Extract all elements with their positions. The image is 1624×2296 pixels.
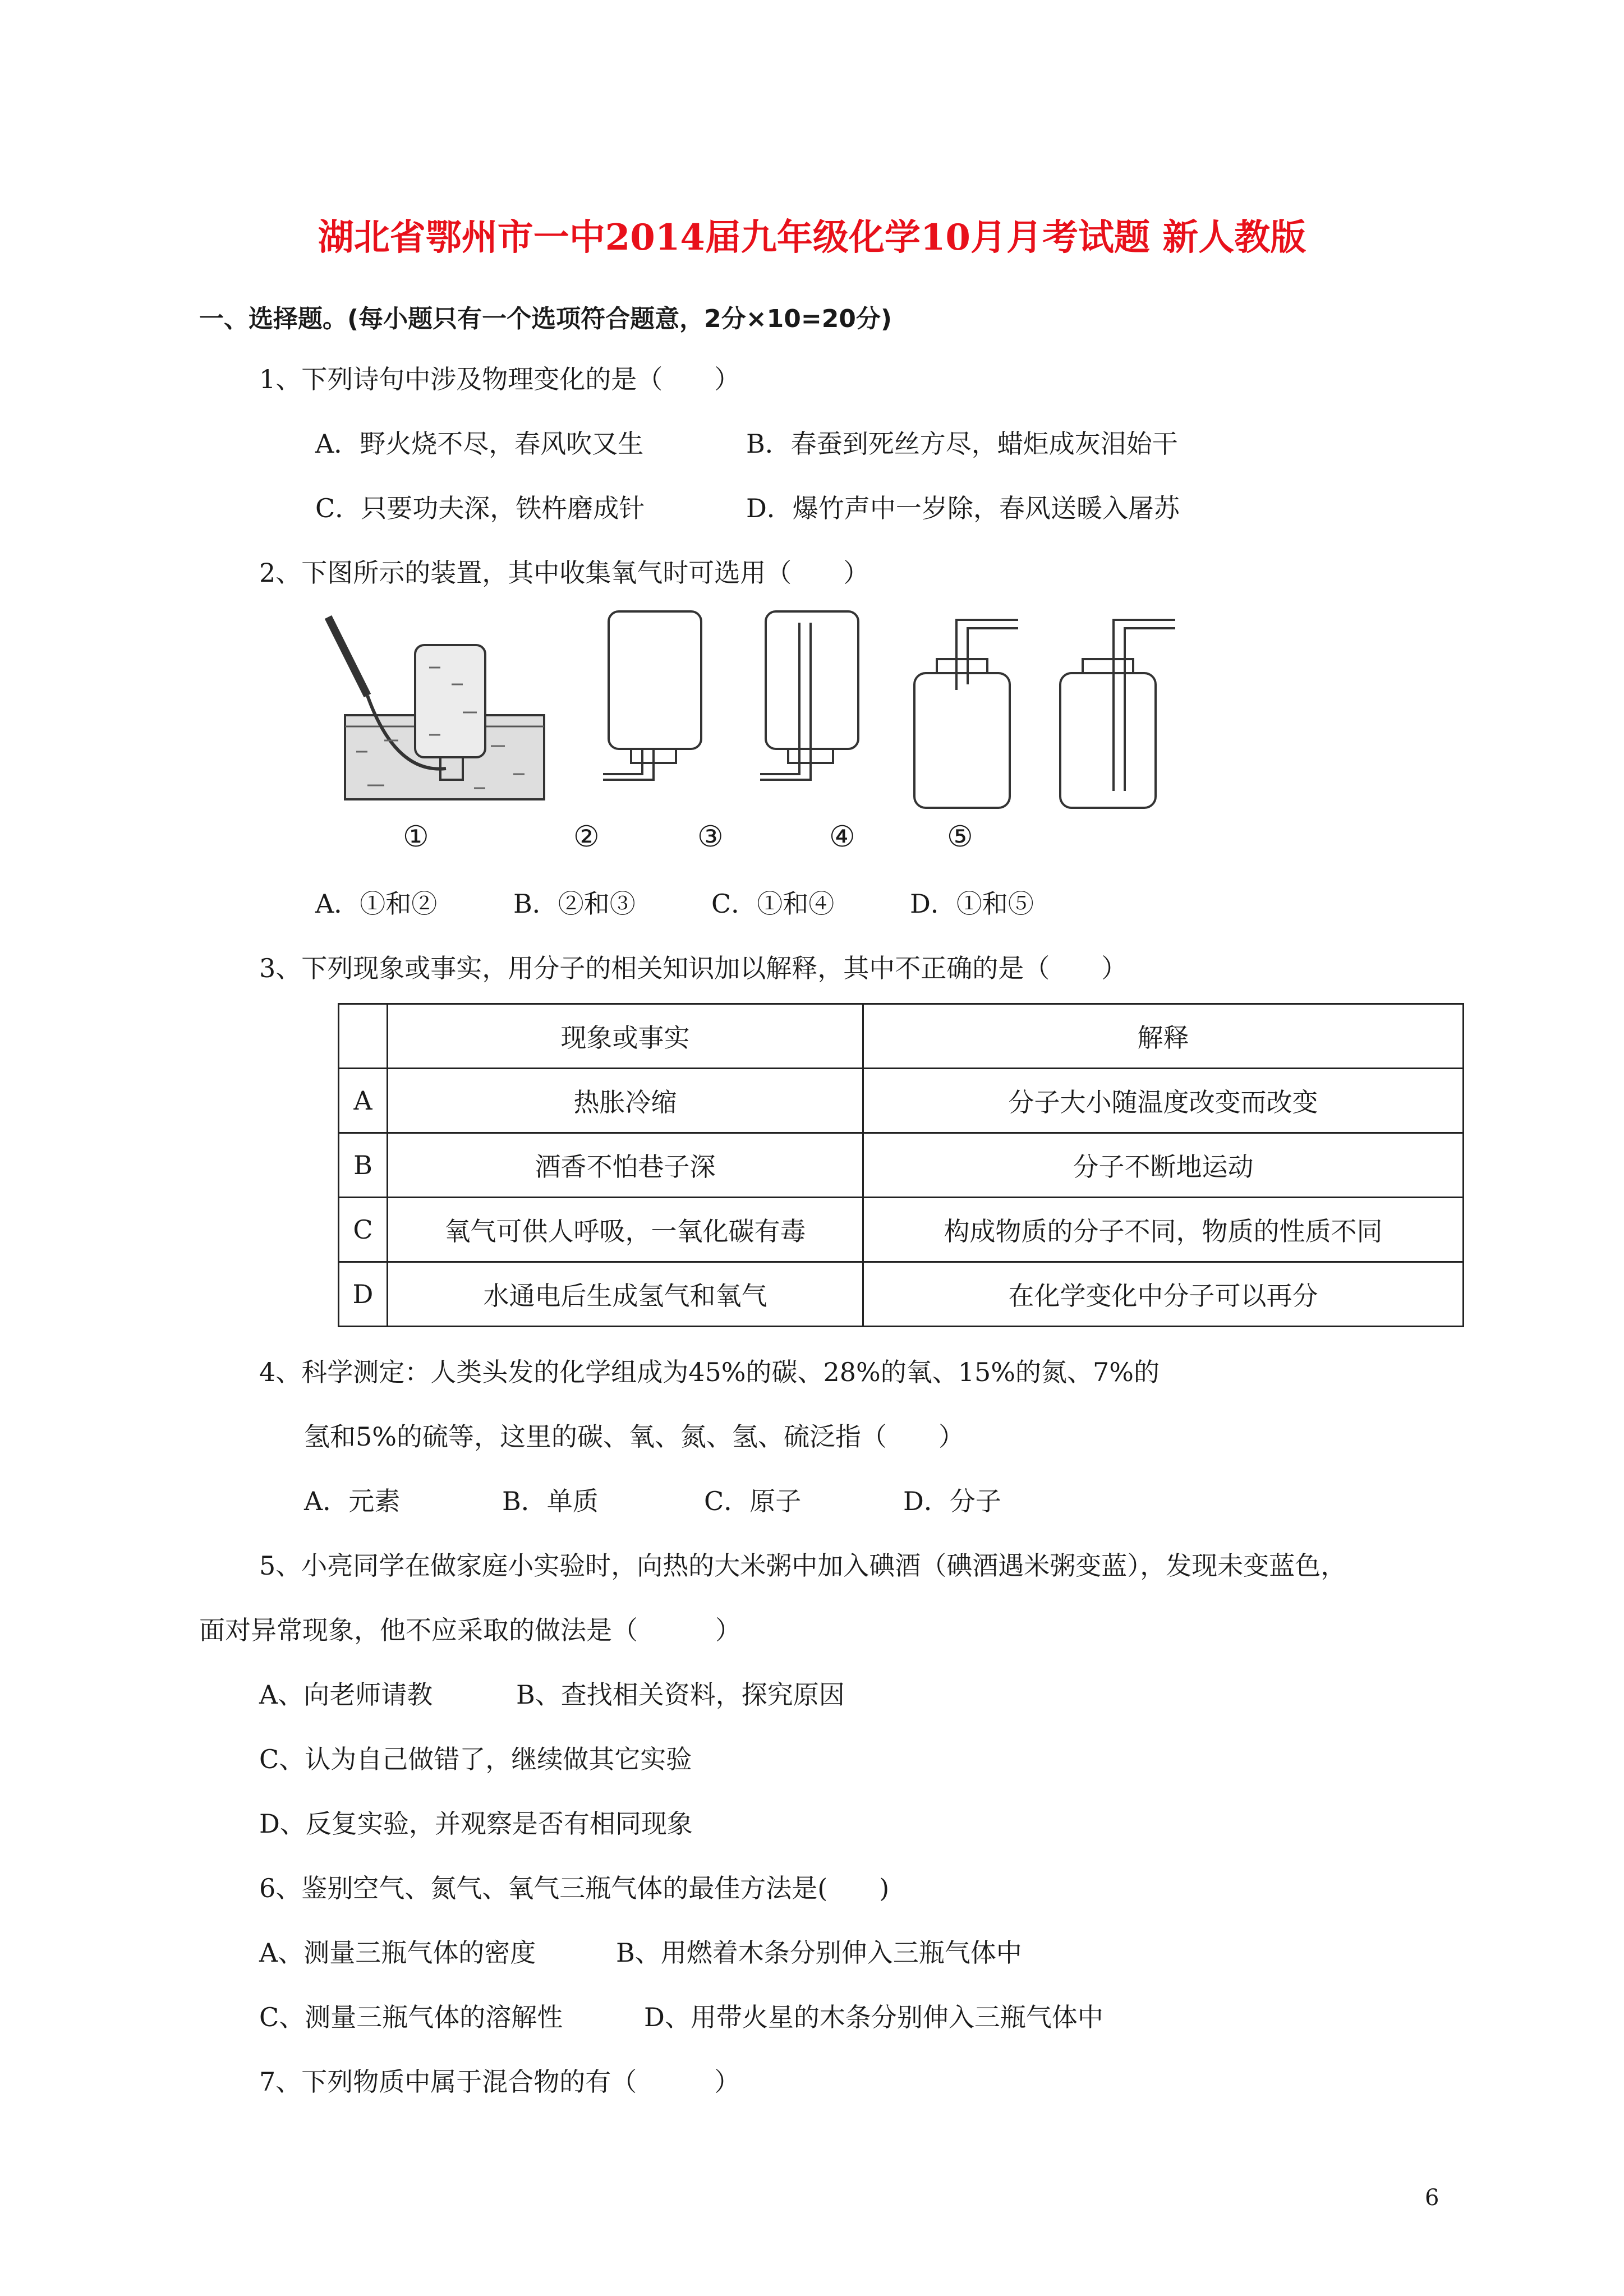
question-2-option-c: C．①和④ xyxy=(711,889,835,919)
question-5-option-c: C、认为自己做错了，继续做其它实验 xyxy=(259,1744,692,1774)
question-5-option-a: A、向老师请教 xyxy=(259,1680,433,1710)
question-5-stem-line1: 5、小亮同学在做家庭小实验时，向热的大米粥中加入碘酒（碘酒遇米粥变蓝），发现未变蓝色， xyxy=(259,1550,1347,1581)
question-4-option-b: B．单质 xyxy=(502,1486,599,1516)
table-row xyxy=(339,1133,1464,1198)
table-row-fact: 热胀冷缩 xyxy=(388,1069,863,1133)
question-5-option-b: B、查找相关资料，探究原因 xyxy=(516,1680,845,1710)
apparatus-3-inverted-bottle-long-tube xyxy=(760,611,858,780)
question-2-option-d: D．①和⑤ xyxy=(910,889,1034,919)
question-4-stem-line2: 氢和5%的硫等，这里的碳、氧、氮、氢、硫泛指（ ） xyxy=(304,1421,964,1452)
table-row-fact: 酒香不怕巷子深 xyxy=(388,1133,863,1198)
question-6-option-b: B、用燃着木条分别伸入三瓶气体中 xyxy=(616,1938,1022,1968)
question-2-option-b: B．②和③ xyxy=(513,889,636,919)
table-row-key: D xyxy=(339,1262,388,1327)
apparatus-label-1: ① xyxy=(403,820,429,854)
page-title: 湖北省鄂州市一中2014届九年级化学10月月考试题 新人教版 xyxy=(318,217,1306,259)
table-header-row xyxy=(339,1004,1464,1069)
question-1-option-a: A．野火烧不尽，春风吹又生 xyxy=(315,429,644,459)
apparatus-2-inverted-bottle xyxy=(603,611,701,780)
page-number: 6 xyxy=(1425,2185,1439,2211)
question-1-stem: 1、下列诗句中涉及物理变化的是（ ） xyxy=(259,364,740,394)
question-2-stem: 2、下图所示的装置，其中收集氧气时可选用（ ） xyxy=(259,558,869,588)
table-row-explain: 分子不断地运动 xyxy=(863,1133,1464,1198)
table-row-explain: 分子大小随温度改变而改变 xyxy=(863,1069,1464,1133)
apparatus-label-2: ② xyxy=(573,820,600,854)
apparatus-label-3: ③ xyxy=(697,820,724,854)
question-3-table xyxy=(338,1003,1464,1327)
table-row xyxy=(339,1262,1464,1327)
question-3-stem: 3、下列现象或事实，用分子的相关知识加以解释，其中不正确的是（ ） xyxy=(259,953,1128,983)
section-heading: 一、选择题。(每小题只有一个选项符合题意，2分×10=20分) xyxy=(199,305,892,333)
apparatus-label-4: ④ xyxy=(829,820,855,854)
table-row-fact: 水通电后生成氢气和氧气 xyxy=(388,1262,863,1327)
question-5-stem-line2: 面对异常现象，他不应采取的做法是（ ） xyxy=(199,1615,741,1645)
apparatus-4-upright-bottle-short-tube xyxy=(914,620,1018,808)
table-header-explain: 解释 xyxy=(863,1004,1464,1069)
apparatus-5-upright-bottle-long-tube xyxy=(1060,620,1175,808)
table-row-key: B xyxy=(339,1133,388,1198)
question-4-stem-line1: 4、科学测定：人类头发的化学组成为45%的碳、28%的氧、15%的氮、7%的 xyxy=(259,1357,1160,1387)
table-row xyxy=(339,1198,1464,1262)
question-7-stem: 7、下列物质中属于混合物的有（ ） xyxy=(259,2067,740,2097)
table-row-explain: 在化学变化中分子可以再分 xyxy=(863,1262,1464,1327)
question-4-option-a: A．元素 xyxy=(304,1486,401,1516)
apparatus-label-5: ⑤ xyxy=(947,820,973,854)
apparatus-figure xyxy=(306,606,1203,819)
table-row-key: A xyxy=(339,1069,388,1133)
question-6-option-c: C、测量三瓶气体的溶解性 xyxy=(259,2002,563,2032)
question-1-option-d: D．爆竹声中一岁除，春风送暖入屠苏 xyxy=(746,493,1180,523)
table-row xyxy=(339,1069,1464,1133)
question-4-option-c: C．原子 xyxy=(704,1486,802,1516)
question-6-stem: 6、鉴别空气、氮气、氧气三瓶气体的最佳方法是( ) xyxy=(259,1873,890,1903)
question-6-option-a: A、测量三瓶气体的密度 xyxy=(259,1938,536,1968)
table-row-key: C xyxy=(339,1198,388,1262)
table-header-fact: 现象或事实 xyxy=(388,1004,863,1069)
question-1-option-c: C．只要功夫深，铁杵磨成针 xyxy=(315,493,645,523)
question-4-option-d: D．分子 xyxy=(903,1486,1001,1516)
apparatus-1-water-trough xyxy=(328,617,544,799)
question-1-option-b: B．春蚕到死丝方尽，蜡炬成灰泪始干 xyxy=(746,429,1178,459)
table-row-fact: 氧气可供人呼吸，一氧化碳有毒 xyxy=(388,1198,863,1262)
question-2-option-a: A．①和② xyxy=(315,889,438,919)
table-row-explain: 构成物质的分子不同，物质的性质不同 xyxy=(863,1198,1464,1262)
question-6-option-d: D、用带火星的木条分别伸入三瓶气体中 xyxy=(644,2002,1103,2032)
question-5-option-d: D、反复实验，并观察是否有相同现象 xyxy=(259,1809,693,1839)
table-header-key xyxy=(339,1004,388,1069)
